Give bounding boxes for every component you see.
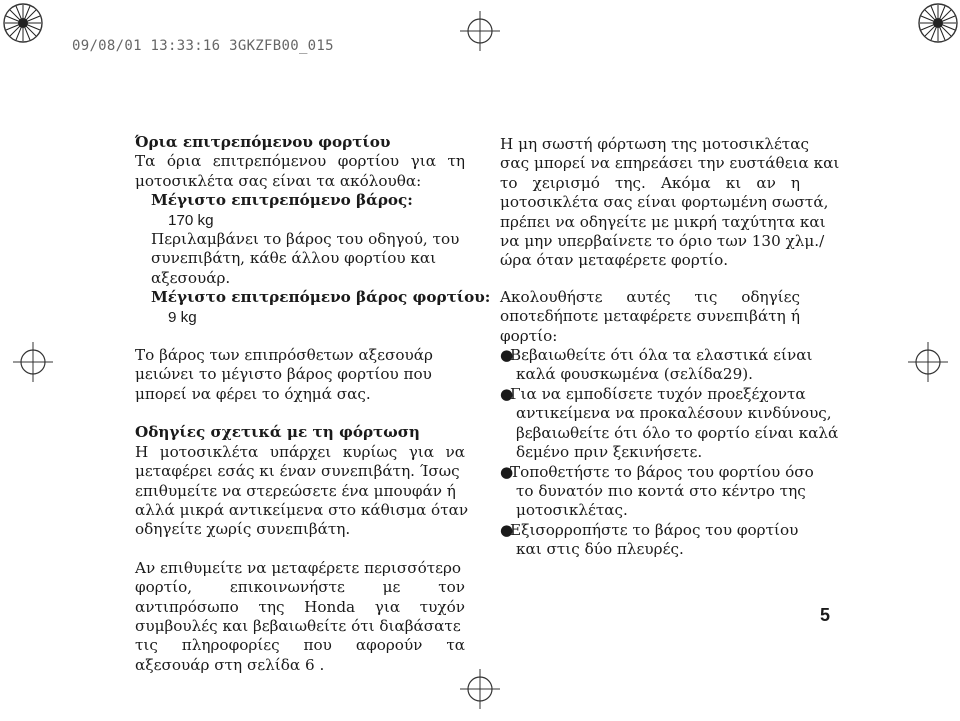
paragraph-line: Αν επιθυμείτε να μεταφέρετε περισσότερο (135, 558, 462, 577)
paragraph-line: αξεσουάρ. (151, 268, 231, 287)
paragraph-line: Ακολουθήστε αυτές τις οδηγίες (500, 287, 800, 306)
crosshair-mark-right-middle (907, 341, 949, 383)
max-cargo-title: Μέγιστο επιτρεπόμενο βάρος φορτίου: (151, 288, 491, 307)
left-column (135, 133, 491, 675)
paragraph-line: τις πληροφορίες που αφορούν τα (135, 636, 465, 655)
registration-mark-top-left (2, 2, 44, 44)
paragraph-line: μειώνει το μέγιστο βάρος φορτίου που (135, 365, 432, 384)
paragraph-line: το χειρισμό της. Ακόμα κι αν η (500, 173, 800, 192)
paragraph-line: αξεσουάρ στη σελίδα 6 . (135, 655, 325, 674)
bullet-icon: ● (500, 346, 514, 365)
paragraph-line: Περιλαμβάνει το βάρος του οδηγού, του (151, 230, 460, 249)
bullet-icon: ● (500, 520, 514, 539)
bullet-icon: ● (500, 462, 514, 481)
paragraph-line: αλλά μικρά αντικείμενα στο κάθισμα όταν (135, 500, 469, 519)
paragraph-line: μοτοσικλέτα σας είναι φορτωμένη σωστά, (500, 193, 829, 212)
section-title-loading-guidelines: Οδηγίες σχετικά με τη φόρτωση (135, 423, 420, 442)
paragraph-line: συμβουλές και βεβαιωθείτε ότι διαβάσατε (135, 616, 461, 635)
paragraph-line: Τα όρια επιτρεπόμενου φορτίου για τη (135, 152, 465, 171)
list-item-continuation: αντικείμενα να προκαλέσουν κινδύνους, (516, 404, 832, 423)
bullet-list (500, 346, 839, 559)
paragraph-line: πρέπει να οδηγείτε με μικρή ταχύτητα και (500, 212, 826, 231)
paragraph-line: ώρα όταν μεταφέρετε φορτίο. (500, 251, 729, 270)
paragraph-line: οδηγείτε χωρίς συνεπιβάτη. (135, 520, 351, 539)
list-item: ●Βεβαιωθείτε ότι όλα τα ελαστικά είναι (500, 346, 813, 365)
paragraph-line: συνεπιβάτη, κάθε άλλου φορτίου και (151, 249, 437, 268)
paragraph-line: οποτεδήποτε μεταφέρετε συνεπιβάτη ή (500, 307, 800, 326)
list-item-continuation: καλά φουσκωμένα (σελίδα29). (516, 365, 753, 384)
right-column (500, 135, 840, 560)
paragraph-line: Η μοτοσικλέτα υπάρχει κυρίως για να (135, 442, 465, 461)
crosshair-mark-bottom-center (459, 668, 501, 710)
section-title-load-limits: Όρια επιτρεπόμενου φορτίου (135, 133, 391, 151)
list-item-continuation: δεμένο πριν ξεκινήσετε. (516, 443, 703, 462)
page-number: 5 (820, 605, 831, 625)
bullet-icon: ● (500, 384, 514, 403)
paragraph-line: φορτίο, επικοινωνήστε με τον (135, 578, 465, 597)
registration-mark-top-right (917, 2, 959, 44)
paragraph-line: Η μη σωστή φόρτωση της μοτοσικλέτας (500, 135, 809, 153)
max-weight-title: Μέγιστο επιτρεπόμενο βάρος: (151, 191, 413, 210)
crosshair-mark-left-middle (12, 341, 54, 383)
list-item: ●Για να εμποδίσετε τυχόν προεξέχοντα (500, 384, 806, 403)
max-weight-value: 170 kg (168, 211, 214, 229)
list-item: ●Τοποθετήστε το βάρος του φορτίου όσο (500, 462, 814, 481)
list-item-continuation: βεβαιωθείτε ότι όλο το φορτίο είναι καλά (516, 423, 839, 442)
max-cargo-value: 9 kg (168, 308, 197, 326)
paragraph-line: φορτίο: (500, 326, 558, 345)
list-item: ●Εξισορροπήστε το βάρος του φορτίου (500, 520, 799, 539)
paragraph-line: Το βάρος των επιπρόσθετων αξεσουάρ (135, 346, 433, 365)
paragraph-line: επιθυμείτε να στερεώσετε ένα μπουφάν ή (135, 481, 456, 500)
crosshair-mark-top-center (459, 10, 501, 52)
paragraph-line: αντιπρόσωπο της Honda για τυχόν (135, 597, 465, 616)
paragraph-line: μεταφέρει εσάς κι έναν συνεπιβάτη. Ίσως (135, 462, 460, 481)
print-stamp: 09/08/01 13:33:16 3GKZFB00_015 (72, 38, 334, 54)
paragraph-line: να μην υπερβαίνετε το όριο των 130 χλμ./ (500, 232, 825, 251)
paragraph-line: μοτοσικλέτα σας είναι τα ακόλουθα: (135, 171, 422, 190)
paragraph-line: σας μπορεί να επηρεάσει την ευστάθεια και (500, 154, 840, 173)
paragraph-line: μπορεί να φέρει το όχημά σας. (135, 384, 371, 403)
list-item-continuation: το δυνατόν πιο κοντά στο κέντρο της (516, 481, 806, 500)
list-item-continuation: και στις δύο πλευρές. (516, 540, 684, 559)
list-item-continuation: μοτοσικλέτας. (516, 501, 628, 520)
